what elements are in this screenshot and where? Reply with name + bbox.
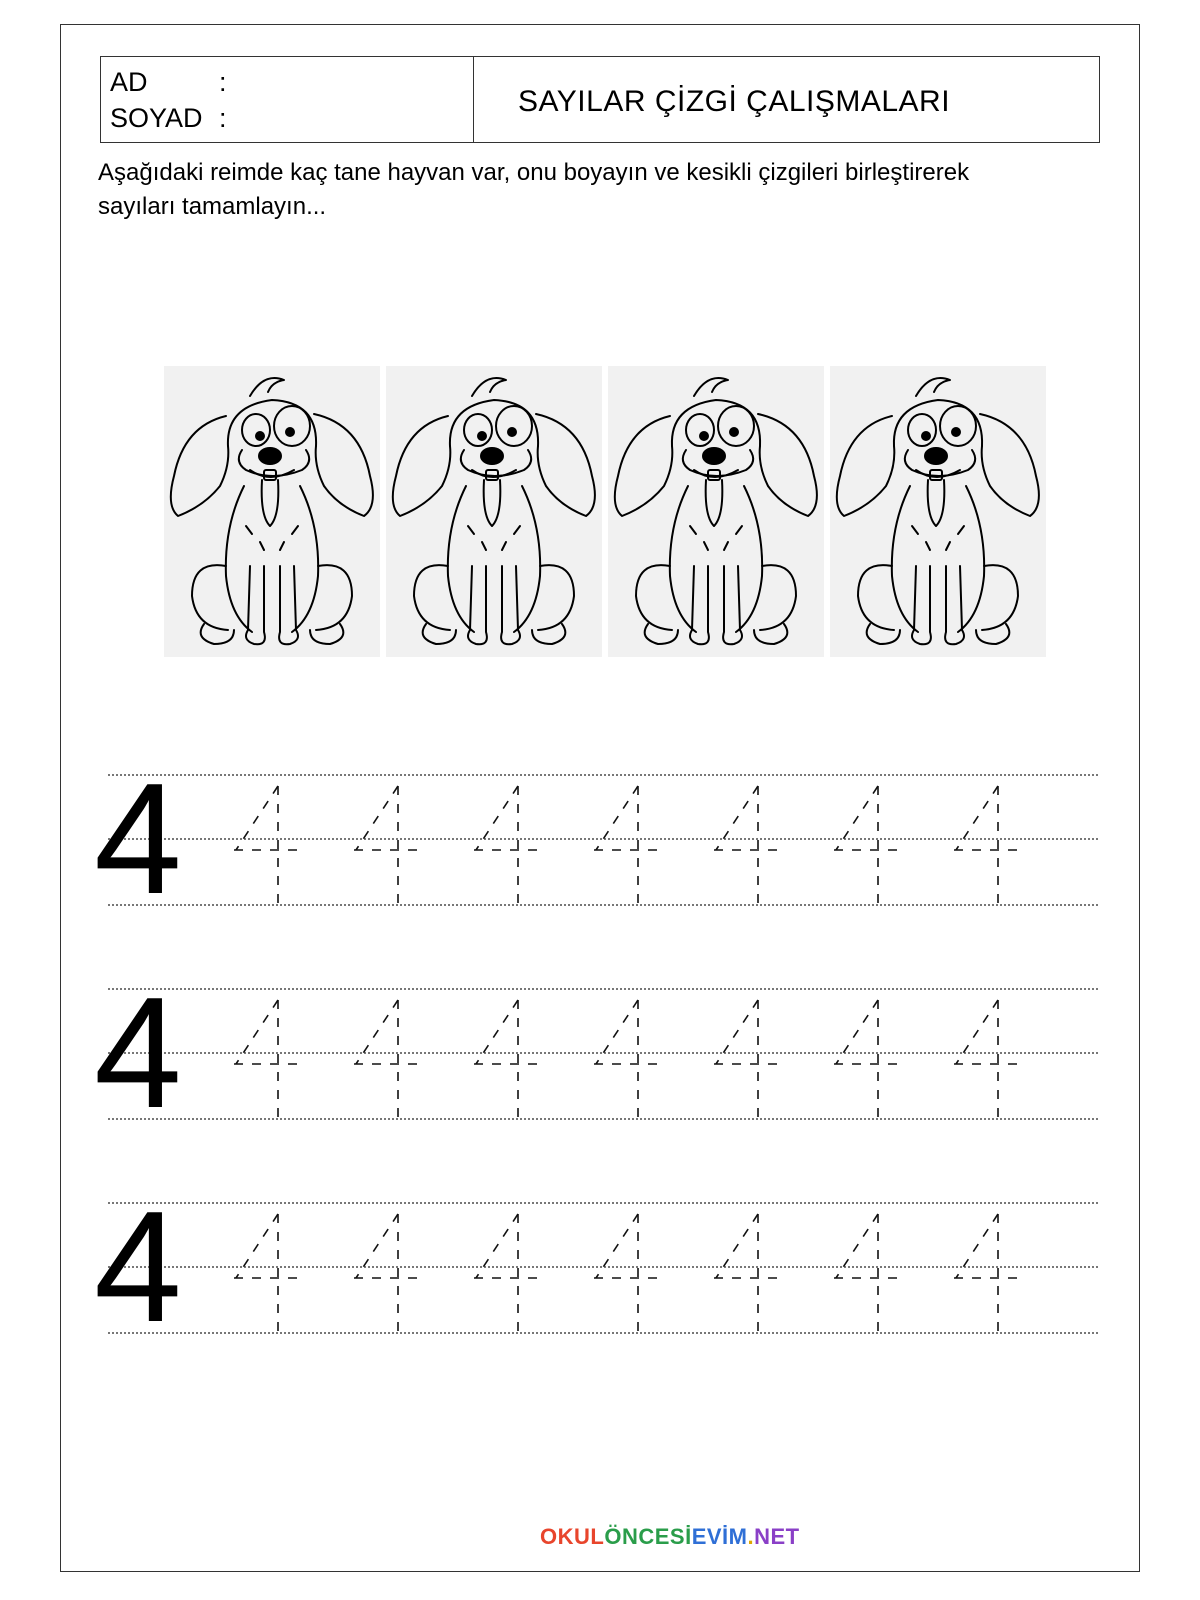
model-digit: 4: [94, 965, 182, 1141]
logo-part: OKUL: [540, 1524, 605, 1549]
model-digit: 4: [94, 751, 182, 927]
dashed-digit-trace[interactable]: [946, 1208, 1026, 1328]
tracing-row: [94, 751, 1098, 927]
logo-part: .: [747, 1524, 755, 1549]
tracing-row: [94, 965, 1098, 1141]
dashed-digit-trace[interactable]: [466, 1208, 546, 1328]
dashed-digit-trace[interactable]: [586, 994, 666, 1114]
site-logo: [540, 1524, 800, 1550]
dog-illustration: [164, 366, 380, 657]
dashed-digit-trace[interactable]: [346, 1208, 426, 1328]
model-digit: 4: [94, 1179, 182, 1355]
dashed-digit-trace[interactable]: [706, 1208, 786, 1328]
instructions-text: Aşağıdaki reimde kaç tane hayvan var, onu boyayın ve kesikli çizgileri birleştirerek sayıları tamamlayın...: [98, 159, 970, 220]
surname-colon: :: [219, 103, 227, 133]
dotted-guide-line: [108, 774, 1098, 776]
dog-illustration: [830, 366, 1046, 657]
worksheet-header: [100, 56, 1100, 143]
logo-part: NET: [754, 1524, 800, 1549]
name-label: AD: [110, 67, 148, 97]
dashed-digit-trace[interactable]: [946, 780, 1026, 900]
dashed-digit-trace[interactable]: [466, 780, 546, 900]
dashed-digit-trace[interactable]: [586, 780, 666, 900]
name-colon: :: [219, 67, 227, 97]
dotted-guide-line: [108, 904, 1098, 906]
dashed-digit-trace[interactable]: [706, 780, 786, 900]
dashed-digit-trace[interactable]: [586, 1208, 666, 1328]
worksheet-title: SAYILAR ÇİZGİ ÇALIŞMALARI: [518, 85, 951, 118]
dashed-digit-trace[interactable]: [226, 1208, 306, 1328]
dotted-guide-line: [108, 1118, 1098, 1120]
dashed-digit-trace[interactable]: [346, 994, 426, 1114]
surname-label: SOYAD: [110, 103, 203, 133]
dashed-digit-trace[interactable]: [346, 780, 426, 900]
dog-picture-row: [164, 366, 1052, 657]
dashed-digit-trace[interactable]: [826, 780, 906, 900]
logo-part: EVİM: [691, 1524, 748, 1549]
dog-illustration: [608, 366, 824, 657]
dotted-guide-line: [108, 1332, 1098, 1334]
tracing-row: [94, 1179, 1098, 1355]
dashed-digit-trace[interactable]: [466, 994, 546, 1114]
dashed-digit-trace[interactable]: [826, 1208, 906, 1328]
dotted-guide-line: [108, 1202, 1098, 1204]
dog-illustration: [386, 366, 602, 657]
dashed-digit-trace[interactable]: [826, 994, 906, 1114]
dashed-digit-trace[interactable]: [226, 780, 306, 900]
dashed-digit-trace[interactable]: [226, 994, 306, 1114]
dotted-guide-line: [108, 988, 1098, 990]
logo-part: ÖNCESİ: [604, 1524, 692, 1549]
name-fields: [101, 57, 474, 142]
dashed-digit-trace[interactable]: [706, 994, 786, 1114]
dashed-digit-trace[interactable]: [946, 994, 1026, 1114]
